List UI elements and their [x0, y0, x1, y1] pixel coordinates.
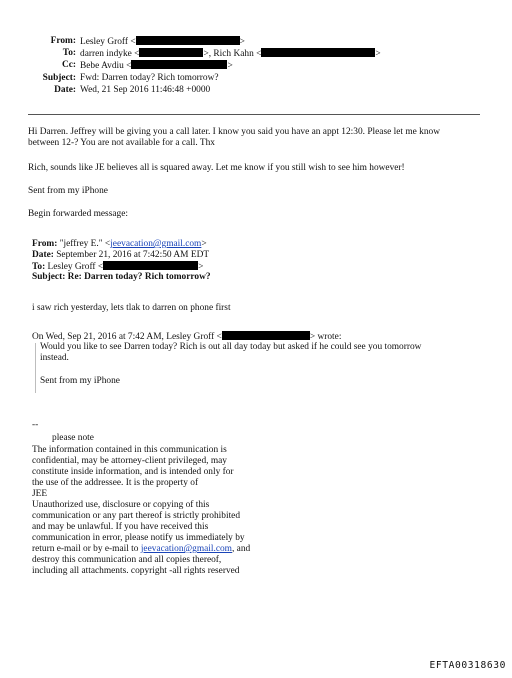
fwd-from-email-link[interactable]: jeevacation@gmail.com [110, 239, 202, 249]
disclaimer-email-link[interactable]: jeevacation@gmail.com [140, 544, 232, 554]
disclaimer-line: constitute inside information, and is intended only for [32, 467, 234, 477]
fwd-message: i saw rich yesterday, lets tlak to darren on phone first [32, 303, 231, 313]
cc-value: Bebe Avdiu < > [80, 61, 233, 71]
quote-sent-from-iphone: Sent from my iPhone [40, 376, 120, 386]
disclaimer-line: communication in error, please notify us immediately by [32, 533, 245, 543]
fwd-date-line: Date: September 21, 2016 at 7:42:50 AM EDT [32, 250, 210, 260]
from-value: Lesley Groff < > [80, 37, 245, 47]
forwarded-message-label: Begin forwarded message: [28, 209, 128, 219]
quote-bar [35, 343, 36, 393]
redaction-box [261, 48, 375, 57]
body-paragraph-2: Rich, sounds like JE believes all is squared away. Let me know if you still wish to see him however! [28, 163, 405, 173]
disclaimer-line: and may be unlawful. If you have received this [32, 522, 209, 532]
disclaimer-line: destroy this communication and all copies thereof, [32, 555, 222, 565]
subject-value: Fwd: Darren today? Rich tomorrow? [80, 73, 219, 83]
disclaimer-line: The information contained in this communication is [32, 445, 227, 455]
redaction-box [136, 36, 240, 45]
sent-from-iphone: Sent from my iPhone [28, 186, 108, 196]
from-label: From: [50, 36, 76, 46]
quote-line-1: Would you like to see Darren today? Rich is out all day today but asked if he could see you tomorrow [40, 342, 422, 352]
body-paragraph-1-line-1: Hi Darren. Jeffrey will be giving you a call later. I know you said you have an appt 12:30. Please let me know [28, 127, 440, 137]
body-paragraph-1-line-2: between 12-? You are not available for a call. Thx [28, 138, 215, 148]
fwd-subject-line: Subject: Re: Darren today? Rich tomorrow? [32, 272, 211, 282]
on-wrote-line: On Wed, Sep 21, 2016 at 7:42 AM, Lesley Groff < > wrote: [32, 332, 342, 342]
signature-dashes: -- [32, 420, 39, 430]
to-value: darren indyke < >, Rich Kahn < > [80, 49, 381, 59]
fwd-to-line: To: Lesley Groff < > [32, 262, 204, 272]
cc-label: Cc: [61, 60, 76, 70]
document-id: EFTA00318630 [429, 660, 506, 671]
to-label: To: [62, 48, 76, 58]
redaction-box [131, 60, 227, 69]
date-label: Date: [54, 85, 76, 95]
disclaimer-line: return e-mail or by e-mail to jeevacation@gmail.com, and [32, 544, 251, 554]
redaction-box [139, 48, 203, 57]
disclaimer-line: confidential, may be attorney-client privileged, may [32, 456, 227, 466]
disclaimer-line: including all attachments. copyright -all rights reserved [32, 566, 240, 576]
redaction-box [222, 331, 310, 340]
subject-label: Subject: [42, 73, 76, 83]
disclaimer-line: communication or any part thereof is strictly prohibited [32, 511, 241, 521]
please-note: please note [52, 433, 94, 443]
quote-line-2: instead. [40, 353, 69, 363]
header-divider [28, 114, 480, 115]
disclaimer-line: Unauthorized use, disclosure or copying of this [32, 500, 210, 510]
date-value: Wed, 21 Sep 2016 11:46:48 +0000 [80, 85, 211, 95]
disclaimer-line: JEE [32, 489, 48, 499]
disclaimer-line: the use of the addressee. It is the property of [32, 478, 199, 488]
fwd-from-line: From: "jeffrey E." <jeevacation@gmail.com> [32, 239, 207, 249]
redaction-box [103, 261, 198, 270]
